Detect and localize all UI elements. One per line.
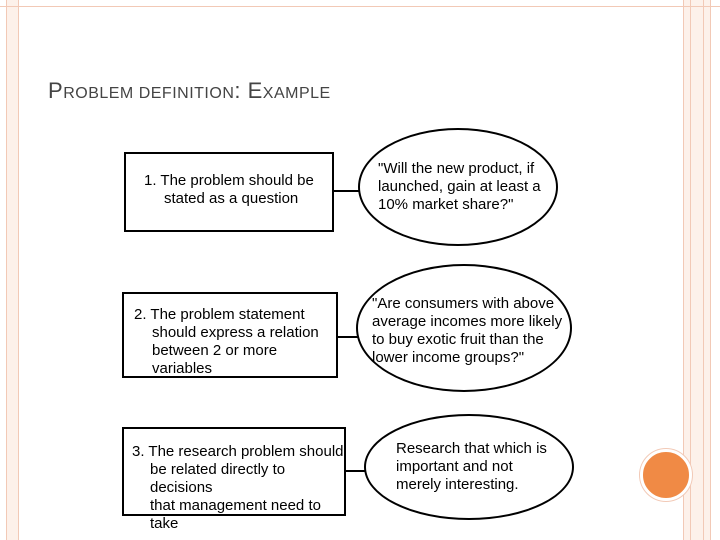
example-1-line-1: "Will the new product, if xyxy=(378,160,535,177)
example-ellipse-1 xyxy=(358,128,558,246)
rule-box-1 xyxy=(124,152,334,232)
example-1-line-3: 10% market share?" xyxy=(378,196,514,213)
example-3-line-2: important and not xyxy=(396,458,513,475)
example-2-line-1: "Are consumers with above xyxy=(372,295,555,312)
rule-2-line-3: between 2 or more variables xyxy=(152,342,278,377)
rule-1-line-1: 1. The problem should be xyxy=(144,172,314,189)
rule-box-2 xyxy=(122,292,338,378)
rule-1-line-2: stated as a question xyxy=(164,190,299,207)
rule-2-line-1: 2. The problem statement xyxy=(134,306,305,323)
decorative-orange-circle xyxy=(640,449,692,501)
example-2-line-3: to buy exotic fruit than the xyxy=(372,331,544,348)
example-2-line-4: lower income groups?" xyxy=(372,349,525,366)
rule-3-line-2: be related directly to decisions xyxy=(150,461,286,496)
example-2-line-2: average incomes more likely xyxy=(372,313,563,330)
top-frame-line xyxy=(0,6,720,7)
slide-title: PROBLEM DEFINITION: EXAMPLE xyxy=(48,78,331,103)
example-3-line-1: Research that which is xyxy=(396,440,547,457)
rule-2-line-2: should express a relation xyxy=(152,324,319,341)
rule-3-line-1: 3. The research problem should xyxy=(132,443,344,460)
example-ellipse-3 xyxy=(364,414,574,520)
rule-box-3 xyxy=(122,427,346,532)
example-3-line-3: merely interesting. xyxy=(396,476,519,493)
connector-1 xyxy=(334,190,360,192)
example-1-line-2: launched, gain at least a xyxy=(378,178,541,195)
left-frame-stripe xyxy=(6,0,19,540)
example-ellipse-2 xyxy=(356,264,572,392)
rule-3-line-3: that management need to take xyxy=(150,497,321,532)
